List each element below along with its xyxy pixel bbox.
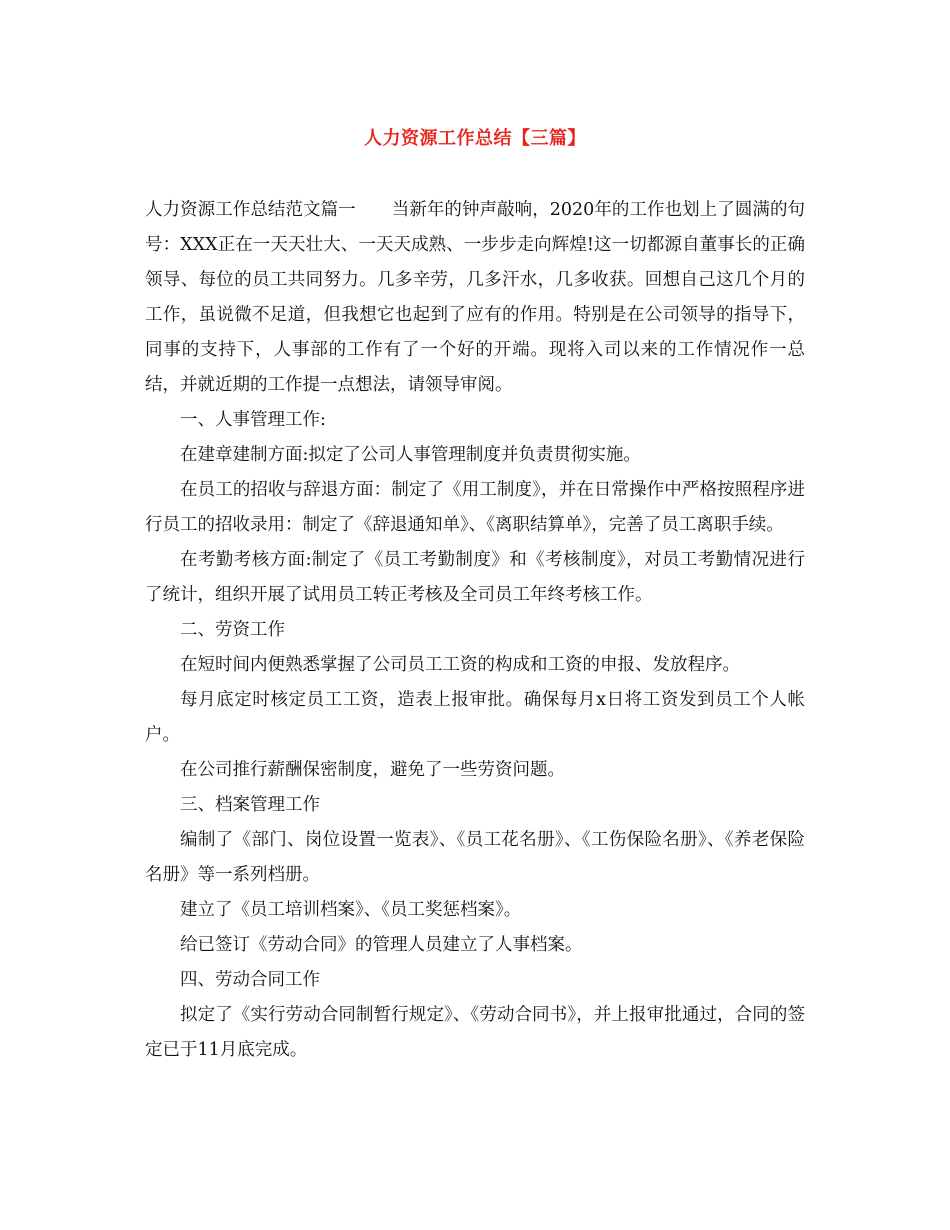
paragraph-personnel-files: 给已签订《劳动合同》的管理人员建立了人事档案。 <box>180 935 583 955</box>
paragraph-rules: 在建章建制方面:拟定了公司人事管理制度并负责贯彻实施。 <box>180 445 641 465</box>
section-heading-contracts: 四、劳动合同工作 <box>180 970 320 990</box>
intro-text: 当新年的钟声敲响，2020年的工作也划上了圆满的句号：XXX正在一天天壮大、一天天成熟、一步步走向辉煌!这一切都源自董事长的正确领导、每位的员工共同努力。几多辛劳，几多汗水，几多收获。回想自己这几个月的工作，虽说微不足道，但我想它也起到了应有的作用。特别是在公司领导的指导下，同事的支持下，人事部的工作有了一个好的开端。现将入司以来的工作情况作一总结，并就近期的工作提一点想法，请领导审阅。 <box>145 200 806 395</box>
paragraph-salary-payment: 每月底定时核定员工工资，造表上报审批。确保每月x日将工资发到员工个人帐户。 <box>145 690 805 745</box>
paragraph-salary-confidential: 在公司推行薪酬保密制度，避免了一些劳资问题。 <box>180 760 565 780</box>
paragraph-training-files: 建立了《员工培训档案》、《员工奖惩档案》。 <box>180 900 522 920</box>
paragraph-salary-structure: 在短时间内便熟悉掌握了公司员工工资的构成和工资的申报、发放程序。 <box>180 655 740 675</box>
document-title: 人力资源工作总结【三篇】 <box>364 128 586 149</box>
section-heading-archives: 三、档案管理工作 <box>180 795 320 815</box>
paragraph-registers: 编制了《部门、岗位设置一览表》、《员工花名册》、《工伤保险名册》、《养老保险名册》等一系列档册。 <box>145 830 805 885</box>
paragraph-recruitment: 在员工的招收与辞退方面：制定了《用工制度》，并在日常操作中严格按照程序进行员工的招收录用：制定了《辞退通知单》、《离职结算单》，完善了员工离职手续。 <box>145 480 805 535</box>
section-heading-personnel: 一、人事管理工作: <box>180 410 326 430</box>
paragraph-attendance: 在考勤考核方面:制定了《员工考勤制度》和《考核制度》，对员工考勤情况进行了统计，组织开展了试用员工转正考核及全司员工年终考核工作。 <box>145 550 805 605</box>
intro-paragraph <box>145 193 805 403</box>
section-heading-payroll: 二、劳资工作 <box>180 620 285 640</box>
document-body <box>145 193 805 1068</box>
paragraph-contracts: 拟定了《实行劳动合同制暂行规定》、《劳动合同书》，并上报审批通过，合同的签定已于11月底完成。 <box>145 1005 805 1060</box>
intro-label: 人力资源工作总结范文篇一 <box>145 200 356 220</box>
